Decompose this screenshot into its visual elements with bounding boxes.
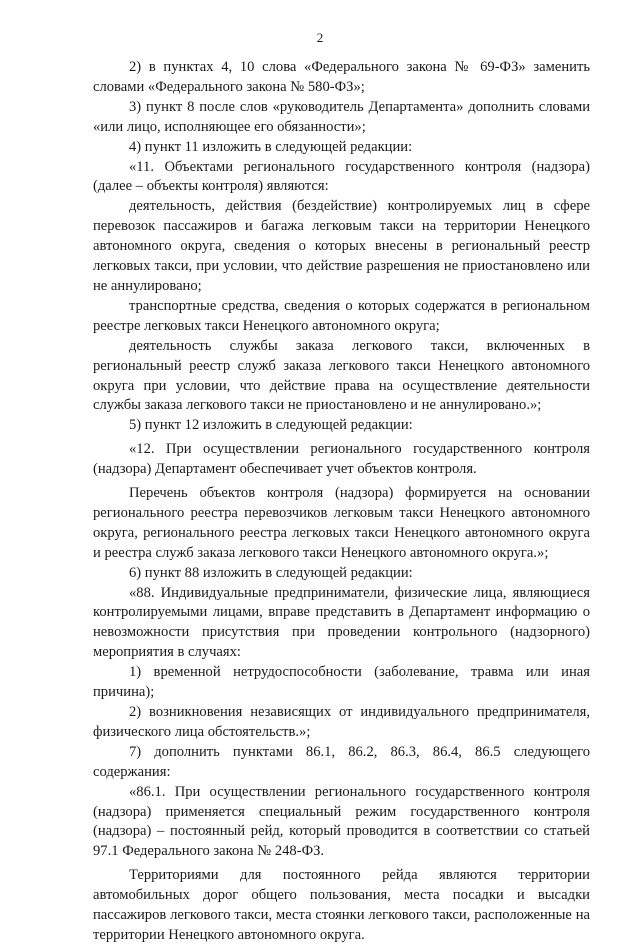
paragraph-item-2: 2) в пунктах 4, 10 слова «Федерального закона № 69-ФЗ» заменить словами «Федерального закона № 580-ФЗ»; — [93, 59, 590, 95]
paragraph-territories: Территориями для постоянного рейда являются территории автомобильных дорог общего пользования, места посадки и высадки пассажиров легкового такси, места стоянки легкового такси, расположенные на территории Ненецкого автономного округа. — [93, 867, 590, 943]
paragraph-item-6: 6) пункт 88 изложить в следующей редакции: — [129, 564, 413, 581]
page-number: 2 — [316, 30, 324, 45]
paragraph-objects-list: Перечень объектов контроля (надзора) формируется на основании регионального реестра перевозчиков легковым такси Ненецкого автономного округа, регионального реестра легковых такси Ненецкого автономного округа и реестра служб заказа легкового такси Ненецкого автономного округа.»; — [93, 485, 590, 561]
quoted-paragraph-11: «11. Объектами регионального государственного контроля (надзора) (далее – объекты контроля) являются: — [93, 158, 590, 195]
paragraph-item-5: 5) пункт 12 изложить в следующей редакции: — [129, 417, 413, 434]
quoted-paragraph-86-1: «86.1. При осуществлении регионального государственного контроля (надзора) применяется специальный режим государственного контроля (надзора) – постоянный рейд, который проводится в соответствии со статьей 97.1 Федерального закона № 248-ФЗ. — [93, 783, 590, 860]
paragraph-vehicles: транспортные средства, сведения о которых содержатся в региональном реестре легковых такси Ненецкого автономного округа; — [93, 297, 590, 334]
paragraph-case-2: 2) возникновения независящих от индивидуального предпринимателя, физического лица обстоятельств.»; — [93, 704, 590, 740]
paragraph-item-7: 7) дополнить пунктами 86.1, 86.2, 86.3, 86.4, 86.5 следующего содержания: — [93, 743, 590, 780]
paragraph-dispatch-services: деятельность службы заказа легкового такси, включенных в региональный реестр служб заказа легкового такси Ненецкого автономного округа при условии, что действие права на осуществление деятельности службы заказа легкового такси не приостановлено и не аннулировано.»; — [93, 337, 590, 414]
paragraph-case-1: 1) временной нетрудоспособности (заболевание, травма или иная причина); — [93, 664, 590, 701]
document-body — [93, 58, 590, 946]
paragraph-activity: деятельность, действия (бездействие) контролируемых лиц в сфере перевозок пассажиров и багажа легковым такси на территории Ненецкого автономного округа, сведения о которых внесены в региональный реестр легковых такси, при условии, что действие разрешения не приостановлено или не аннулировано; — [93, 198, 590, 294]
paragraph-item-4: 4) пункт 11 изложить в следующей редакции: — [129, 138, 413, 155]
quoted-paragraph-88: «88. Индивидуальные предприниматели, физические лица, являющиеся контролируемыми лицами, вправе представить в Департамент информацию о невозможности присутствия при проведении контрольного (надзорного) мероприятия в случаях: — [93, 584, 590, 661]
quoted-paragraph-12: «12. При осуществлении регионального государственного контроля (надзора) Департамент обеспечивает учет объектов контроля. — [93, 441, 590, 478]
paragraph-item-3: 3) пункт 8 после слов «руководитель Департамента» дополнить словами «или лицо, исполняющее его обязанности»; — [93, 98, 590, 135]
